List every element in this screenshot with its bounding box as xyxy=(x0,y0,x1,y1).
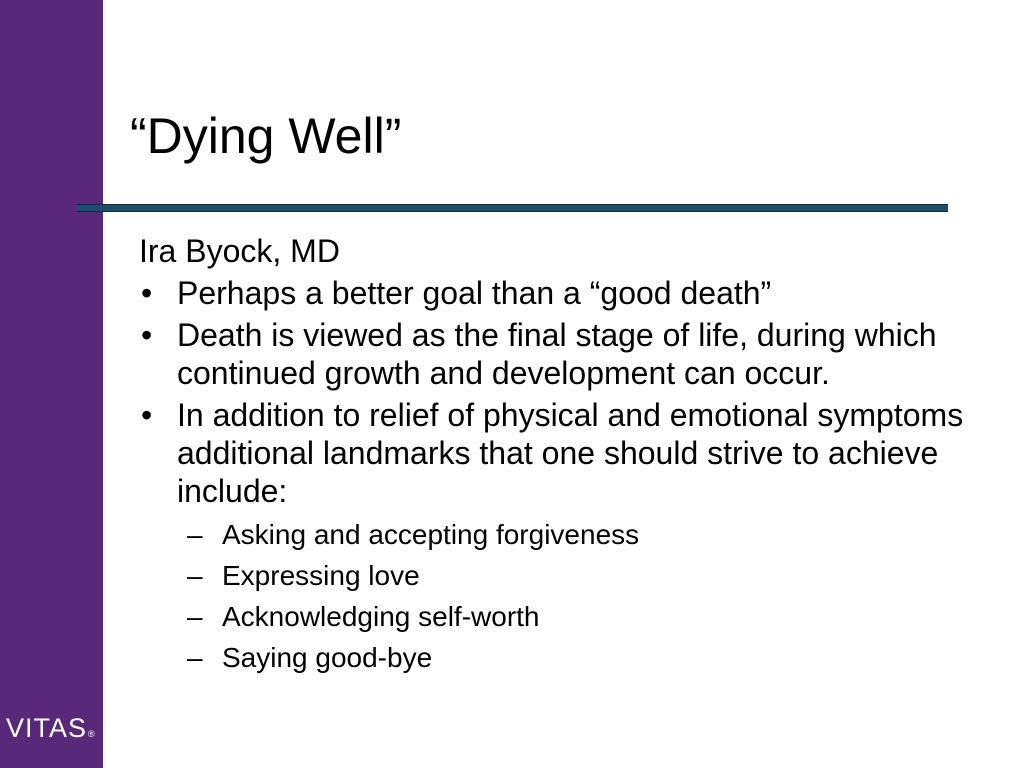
sub-bullet-item xyxy=(177,518,999,551)
sub-bullet-item xyxy=(177,600,999,633)
vitas-logo xyxy=(6,712,96,744)
bullet-text: Perhaps a better goal than a “good death” xyxy=(177,275,772,311)
bullet-marker: • xyxy=(141,275,153,311)
sub-bullet-item xyxy=(177,641,999,674)
dash-marker: – xyxy=(187,519,203,550)
bullet-text: In addition to relief of physical and emotional symptoms additional landmarks that one should strive to achieve include: xyxy=(177,397,964,509)
slide-body xyxy=(139,232,999,682)
logo-text: VITAS xyxy=(6,713,88,743)
dash-marker: – xyxy=(187,601,203,632)
bullet-text: Death is viewed as the final stage of life, during which continued growth and development can occur. xyxy=(177,317,937,391)
intro-line: Ira Byock, MD xyxy=(139,233,340,269)
bullet-item xyxy=(139,396,999,674)
registered-mark: ® xyxy=(88,729,96,739)
bullet-item xyxy=(139,274,999,312)
sidebar-band xyxy=(0,0,103,768)
sub-bullet-item xyxy=(177,559,999,592)
bullet-marker: • xyxy=(141,317,153,353)
dash-marker: – xyxy=(187,642,203,673)
bullet-marker: • xyxy=(141,397,153,433)
title-divider xyxy=(77,204,948,212)
sub-bullet-list xyxy=(177,518,999,674)
slide-title: “Dying Well” xyxy=(130,108,402,164)
sub-bullet-text: Acknowledging self-worth xyxy=(222,601,540,632)
sub-bullet-text: Saying good-bye xyxy=(222,642,433,673)
sub-bullet-text: Asking and accepting forgiveness xyxy=(222,519,640,550)
bullet-list xyxy=(139,274,999,674)
dash-marker: – xyxy=(187,560,203,591)
bullet-item xyxy=(139,316,999,392)
sub-bullet-text: Expressing love xyxy=(222,560,420,591)
